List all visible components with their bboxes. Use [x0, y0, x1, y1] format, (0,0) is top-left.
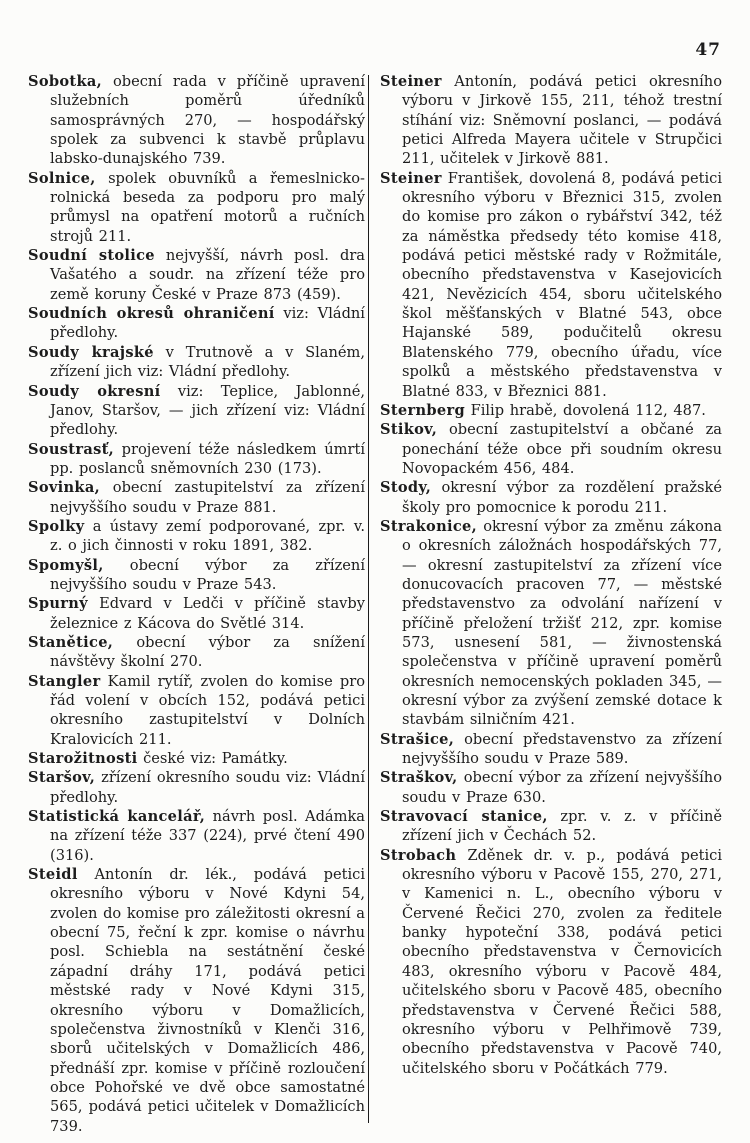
entry-text: František, dovolená 8, podává petici okresního výboru v Březnici 315, zvolen do komise pro zákon o rybářství 342, též za náměstka předsedy této komise 418, podává petici městské rady v Rožmitále, obecního představenstva v Kasejovicích 421, Nevězicích 454, sboru učitelského škol měšťanských v Blatné 543, obce Hajanské 589, podučitelů okresu Blatenského 779, obecního úřadu, více spolků a městského představenstva v Blatné 833, v Březnici 881.	[402, 169, 722, 400]
index-entry	[380, 420, 722, 478]
entry-headword: Stikov,	[380, 421, 438, 439]
index-entry	[380, 401, 722, 420]
index-entry	[28, 517, 365, 556]
entry-text: obecní výbor za snížení návštěvy školní 270.	[50, 633, 365, 671]
entry-text: obecní představenstvo za zřízení nejvyššího soudu v Praze 589.	[402, 730, 722, 768]
entry-headword: Steiner	[380, 73, 442, 90]
entry-text: obecní výbor za zřízení nejvyššího soudu v Praze 543.	[50, 556, 365, 593]
index-entry	[380, 807, 722, 846]
entry-headword: Sternberg	[380, 401, 465, 419]
entry-text: v Trutnově a v Slaném, zřízení jich viz: Vládní předlohy.	[50, 343, 365, 381]
entry-text: Kamil rytíř, zvolen do komise pro řád volení v obcích 152, podává petici okresního zastupitelství v Dolních Kralovicích 211.	[50, 672, 365, 748]
entry-headword: Steiner	[380, 169, 442, 187]
index-entry	[28, 478, 365, 517]
entry-headword: Sobotka,	[28, 73, 103, 90]
index-entry	[28, 440, 365, 479]
entry-text: zpr. v. z. v příčině zřízení jich v Čechách 52.	[402, 808, 722, 845]
index-entry	[380, 169, 722, 401]
index-entry	[28, 633, 365, 672]
entry-headword: Stody,	[380, 479, 432, 497]
entry-text: obecní výbor za zřízení nejvyššího soudu v Praze 630.	[402, 769, 722, 806]
entry-text: Antonín dr. lék., podává petici okresního výboru v Nové Kdyni 54, zvolen do komise pro záležitosti okresní a obecní 75, řeční k zpr. komise o návrhu posl. Schiebla na sestátnění české západní dráhy 171, podává petici městské rady v Nové Kdyni 315, okresního výboru v Domažlicích, společenstva živnostníků v Klenči 316, sborů učitelských v Domažlicích 486, přednáší zpr. komise v příčině rozloučení obce Pohořské ve dvě obce samostatné 565, podává petici učitelek v Domažlicích 739.	[50, 866, 365, 1135]
index-entry	[28, 594, 365, 633]
entry-text: Antonín, podává petici okresního výboru v Jirkově 155, 211, téhož trestní stíhání viz: Sněmovní poslanci, — podává petici Alfreda Mayera učitele v Strupčici 211, učitelek v Jirkově 881.	[402, 73, 722, 168]
index-entry	[28, 672, 365, 749]
entry-headword: Strakonice,	[380, 517, 477, 535]
entry-headword: Staršov,	[28, 769, 96, 787]
column-divider	[368, 75, 369, 1123]
entry-headword: Solnice,	[28, 169, 96, 187]
entry-text: okresní výbor za změnu zákona o okresních záložnách hospodářských 77, — okresní zastupitelství za zřízení více donucovacích pracoven 77, — městské představenstvo za odvolání nařízení v příčině přeložení tržišť 212, zpr. komise 573, usnesení 581, — živnostenská společenstva v příčině upravení poměrů okresních nemocenských pokladen 345, — okresní výbor za zvýšení zemské dotace k stavbám silničním 421.	[402, 517, 722, 729]
entry-headword: Spurný	[28, 595, 88, 613]
entry-headword: Soudy okresní	[28, 382, 161, 400]
entry-headword: Spolky	[28, 517, 85, 535]
index-entry	[28, 768, 365, 807]
entry-text: Filip hrabě, dovolená 112, 487.	[464, 401, 706, 419]
entry-headword: Spomyšl,	[28, 556, 104, 574]
entry-headword: Steidl	[28, 866, 78, 884]
entry-headword: Stangler	[28, 672, 101, 690]
index-entry	[380, 478, 722, 517]
index-entry	[28, 865, 365, 1136]
entry-text: viz: Teplice, Jablonné, Janov, Staršov, — jich zřízení viz: Vládní předlohy.	[50, 382, 365, 439]
index-entry	[28, 556, 365, 595]
entry-text: české viz: Památky.	[137, 750, 288, 768]
index-entry	[380, 730, 722, 769]
entry-text: obecní zastupitelství a občané za ponechání téže obce při soudním okresu Novopackém 456, 484.	[402, 421, 722, 477]
index-entry	[28, 807, 365, 865]
entry-text: nejvyšší, návrh posl. dra Vašatého a soudr. na zřízení téže pro země koruny České v Praze 873 (459).	[50, 247, 365, 303]
entry-text: Edvard v Ledči v příčině stavby železnice z Kácova do Světlé 314.	[50, 595, 365, 632]
entry-text: projevení téže následkem úmrtí pp. poslanců sněmovních 230 (173).	[50, 440, 365, 477]
entry-text: okresní výbor za rozdělení pražské školy pro pomocnice k porodu 211.	[402, 479, 722, 516]
right-column	[380, 72, 722, 1078]
index-entry	[28, 343, 365, 382]
entry-headword: Soudy krajské	[28, 343, 154, 361]
entry-text: návrh posl. Adámka na zřízení téže 337 (224), prvé čtení 490 (316).	[50, 808, 365, 864]
index-entry	[380, 517, 722, 730]
entry-text: viz: Vládní předlohy.	[50, 305, 365, 342]
page-number: 47	[695, 40, 721, 60]
entry-headword: Soustrasť,	[28, 440, 115, 458]
index-entry	[28, 382, 365, 440]
left-column	[28, 72, 365, 1136]
index-entry	[380, 846, 722, 1078]
entry-headword: Soudní stolice	[28, 247, 155, 265]
entry-text: Zděnek dr. v. p., podává petici okresního výboru v Pacově 155, 270, 271, v Kamenici n. L., obecního výboru v Červené Řečici 270, zvolen za ředitele banky hypoteční 338, podává petici obecního představenstva v Černovicích 483, okresního výboru v Pacově 484, učitelského sboru v Pacově 485, obecního představenstva v Červené Řečici 588, okresního výboru v Pelhřimově 739, obecního představenstva v Pacově 740, učitelského sboru v Počátkách 779.	[402, 846, 722, 1077]
index-entry	[28, 72, 365, 169]
entry-headword: Stanětice,	[28, 633, 114, 651]
index-entry	[28, 246, 365, 304]
entry-headword: Soudních okresů ohraničení	[28, 305, 275, 323]
index-entry	[28, 304, 365, 343]
entry-text: obecní rada v příčině upravení služebních poměrů úředníků samosprávných 270, — hospodářský spolek za subvenci k stavbě průplavu labsko-dunajského 739.	[50, 73, 365, 168]
index-entry	[380, 768, 722, 807]
entry-text: obecní zastupitelství za zřízení nejvyššího soudu v Praze 881.	[50, 479, 365, 516]
index-entry	[380, 72, 722, 169]
entry-headword: Stravovací stanice,	[380, 808, 548, 826]
entry-headword: Strašice,	[380, 730, 455, 748]
entry-headword: Sovinka,	[28, 479, 100, 497]
index-entry	[28, 749, 365, 768]
entry-text: zřízení okresního soudu viz: Vládní předlohy.	[50, 769, 365, 806]
entry-headword: Straškov,	[380, 769, 458, 787]
entry-headword: Starožitnosti	[28, 750, 138, 768]
entry-text: a ústavy zemí podporované, zpr. v. z. o jich činnosti v roku 1891, 382.	[50, 517, 365, 555]
entry-text: spolek obuvníků a řemeslnicko-rolnická beseda za podporu pro malý průmysl na opatření motorů a ručních strojů 211.	[50, 169, 365, 245]
entry-headword: Strobach	[380, 846, 457, 864]
index-entry	[28, 169, 365, 246]
entry-headword: Statistická kancelář,	[28, 808, 206, 826]
